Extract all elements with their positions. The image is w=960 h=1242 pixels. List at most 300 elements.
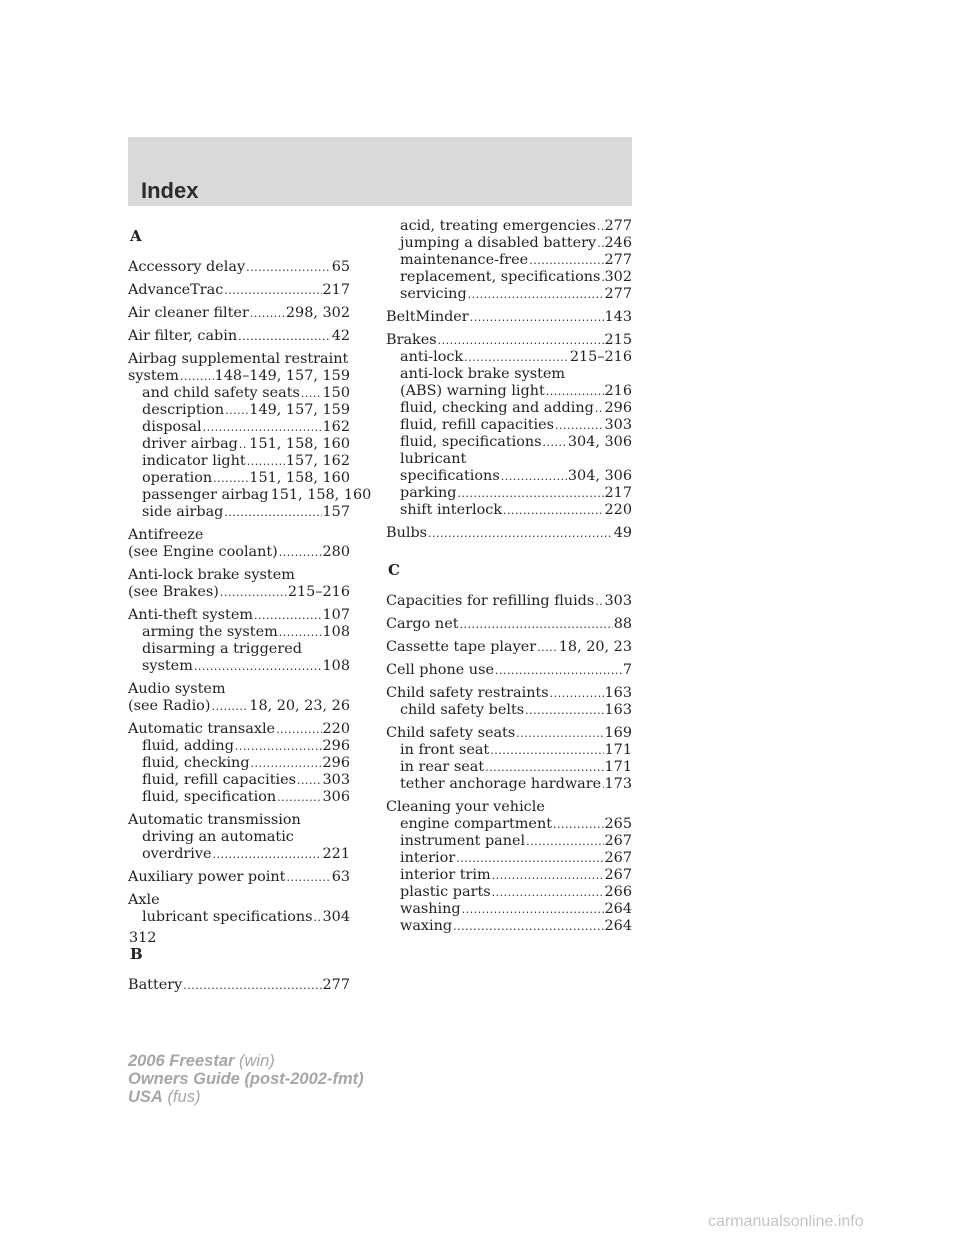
index-subentry-line [386, 901, 632, 918]
entry-term: Brakes [386, 332, 437, 348]
entry-term: Antifreeze [128, 527, 204, 543]
entry-term: plastic parts [400, 884, 491, 900]
index-entry [128, 567, 350, 601]
index-entry-line [386, 616, 632, 633]
entry-page-ref: 163 [604, 702, 632, 718]
entry-page-ref: 108 [322, 658, 350, 674]
dot-leader [597, 218, 604, 235]
index-subentry-line [128, 829, 350, 846]
entry-term: maintenance-free [400, 252, 529, 268]
entry-term: (see Radio) [128, 698, 211, 714]
dot-leader [550, 685, 604, 702]
index-subentry-line [128, 504, 350, 521]
index-entry-line [128, 607, 350, 624]
entry-page-ref: 304, 306 [567, 468, 632, 484]
dot-leader [247, 453, 285, 470]
entry-page-ref: 63 [331, 869, 350, 885]
dot-leader [602, 776, 603, 793]
entry-term: BeltMinder [386, 309, 469, 325]
index-subentry-line [386, 400, 632, 417]
entry-page-ref: 266 [604, 884, 632, 900]
index-subentry-line [128, 624, 350, 641]
entry-page-ref: 267 [604, 867, 632, 883]
index-entry-line [128, 681, 350, 698]
entry-page-ref: 277 [604, 218, 632, 234]
entry-page-ref: 217 [322, 282, 350, 298]
dot-leader [490, 742, 603, 759]
entry-page-ref: 296 [322, 755, 350, 771]
entry-term: tether anchorage hardware [400, 776, 602, 792]
entry-term: overdrive [142, 846, 212, 862]
index-subentry-line [128, 487, 372, 504]
index-entry [128, 305, 350, 322]
dot-leader [246, 259, 331, 276]
index-entry-line [386, 799, 632, 816]
entry-term: Child safety restraints [386, 685, 549, 701]
index-entry [386, 218, 632, 303]
entry-term: Capacities for refilling fluids [386, 593, 595, 609]
entry-page-ref: 216 [604, 383, 632, 399]
entry-term: system [128, 368, 179, 384]
index-entry [128, 977, 350, 994]
index-entry-line [386, 525, 632, 542]
entry-term: Air cleaner filter [128, 305, 249, 321]
index-entry [386, 725, 632, 793]
index-subentry-line [128, 470, 350, 487]
dot-leader [492, 884, 604, 901]
index-entry-line [128, 892, 350, 909]
entry-term: Axle [128, 892, 160, 908]
entry-page-ref: 217 [604, 485, 632, 501]
entry-page-ref: 303 [604, 417, 632, 433]
entry-term: lubricant specifications [142, 909, 313, 925]
entry-term: replacement, specifications [400, 269, 601, 285]
index-subentry-line [386, 417, 632, 434]
entry-term: fluid, specifications [400, 434, 542, 450]
index-subentry-line [386, 218, 632, 235]
index-subentry-line [128, 755, 350, 772]
entry-term: AdvanceTrac [128, 282, 224, 298]
index-entry [128, 721, 350, 806]
entry-term: fluid, refill capacities [142, 772, 296, 788]
entry-page-ref: 150 [322, 385, 350, 401]
entry-term: fluid, checking [142, 755, 250, 771]
footer-line-region: USA (fus) [128, 1088, 201, 1106]
entry-page-ref: 151, 158, 160 [249, 436, 350, 452]
entry-term: instrument panel [400, 833, 526, 849]
dot-leader [277, 789, 321, 806]
entry-term: driver airbag [142, 436, 238, 452]
entry-term: anti-lock [400, 349, 464, 365]
index-subentry-line [128, 419, 350, 436]
dot-leader [468, 286, 604, 303]
entry-term: (ABS) warning light [400, 383, 545, 399]
dot-leader [183, 977, 321, 994]
entry-term: Bulbs [386, 525, 428, 541]
index-entry-line [386, 662, 632, 679]
index-entry [128, 607, 350, 675]
entry-term: Anti-theft system [128, 607, 254, 623]
entry-page-ref: 220 [322, 721, 350, 737]
entry-page-ref: 304 [322, 909, 350, 925]
dot-leader [211, 698, 248, 715]
entry-page-ref: 298, 302 [285, 305, 350, 321]
dot-leader [438, 332, 604, 349]
index-subentry-line [128, 789, 350, 806]
entry-page-ref: 304, 306 [567, 434, 632, 450]
entry-page-ref: 148–149, 157, 159 [214, 368, 350, 384]
index-entry-line [128, 721, 350, 738]
entry-term: waxing [400, 918, 453, 934]
entry-page-ref: 162 [322, 419, 350, 435]
entry-page-ref: 173 [604, 776, 632, 792]
entry-term: disarming a triggered [142, 641, 302, 657]
index-entry [128, 869, 350, 886]
index-subentry-line [386, 485, 632, 502]
entry-page-ref: 151, 158, 160 [249, 470, 350, 486]
index-entry [386, 593, 632, 610]
index-entry-line [128, 259, 350, 276]
entry-term: Battery [128, 977, 183, 993]
index-entry-line [128, 305, 350, 322]
entry-term: parking [400, 485, 457, 501]
footer-imprint [128, 1052, 364, 1106]
dot-leader [203, 419, 322, 436]
index-entry [386, 685, 632, 719]
entry-term: in rear seat [400, 759, 485, 775]
dot-leader [470, 309, 604, 326]
entry-term: disposal [142, 419, 202, 435]
entry-page-ref: 277 [604, 286, 632, 302]
index-entry [128, 259, 350, 276]
index-entry-line [128, 869, 350, 886]
entry-page-ref: 296 [604, 400, 632, 416]
index-subentry-line [386, 850, 632, 867]
index-entry-line [386, 332, 632, 349]
dot-leader [546, 383, 604, 400]
entry-term: servicing [400, 286, 467, 302]
entry-page-ref: 157 [322, 504, 350, 520]
index-subentry-line [386, 269, 632, 286]
entry-term: engine compartment [400, 816, 552, 832]
index-subentry-line [128, 909, 350, 926]
dot-leader [180, 368, 214, 385]
entry-term: interior [400, 850, 456, 866]
entry-term: fluid, specification [142, 789, 277, 805]
index-entry [128, 892, 350, 926]
dot-leader [555, 417, 604, 434]
index-entry [386, 309, 632, 326]
entry-page-ref: 169 [604, 725, 632, 741]
index-subentry-line [386, 235, 632, 252]
dot-leader [276, 721, 321, 738]
entry-term: interior trim [400, 867, 491, 883]
index-entry [128, 282, 350, 299]
entry-term: and child safety seats [142, 385, 300, 401]
entry-term: child safety belts [400, 702, 525, 718]
entry-page-ref: 277 [322, 977, 350, 993]
dot-leader [238, 328, 331, 345]
index-entry-line [128, 544, 350, 561]
entry-term: Cleaning your vehicle [386, 799, 545, 815]
index-subentry-line [386, 742, 632, 759]
index-subentry-line [386, 383, 632, 400]
index-subentry-line [386, 884, 632, 901]
index-entry [128, 812, 350, 863]
index-subentry-line [386, 468, 632, 485]
index-column-right [386, 218, 632, 941]
index-entry-line [128, 368, 350, 385]
dot-leader [464, 349, 569, 366]
dot-leader [485, 759, 603, 776]
entry-page-ref: 157, 162 [285, 453, 350, 469]
section-letter: C [388, 561, 400, 579]
entry-page-ref: 306 [322, 789, 350, 805]
index-subentry-line [386, 918, 632, 935]
entry-term: Air filter, cabin [128, 328, 238, 344]
index-subentry-line [386, 833, 632, 850]
entry-term: acid, treating emergencies [400, 218, 596, 234]
index-subentry-line [386, 502, 632, 519]
dot-leader [529, 252, 603, 269]
index-entry-line [128, 351, 350, 368]
dot-leader [595, 593, 603, 610]
index-subentry-line [128, 385, 350, 402]
entry-page-ref: 107 [322, 607, 350, 623]
entry-page-ref: 280 [322, 544, 350, 560]
entry-term: specifications [400, 468, 500, 484]
dot-leader [495, 662, 622, 679]
entry-page-ref: 18, 20, 23, 26 [249, 698, 350, 714]
footer-line-model: 2006 Freestar (win) [128, 1052, 275, 1070]
dot-leader [314, 909, 322, 926]
index-entry-line [386, 593, 632, 610]
index-subentry-line [386, 434, 632, 451]
section-letter: B [130, 945, 143, 963]
index-subentry-line [128, 846, 350, 863]
index-column-left [128, 222, 372, 1000]
dot-leader [601, 269, 603, 286]
dot-leader [595, 400, 604, 417]
entry-term: washing [400, 901, 461, 917]
entry-page-ref: 143 [604, 309, 632, 325]
dot-leader [428, 525, 613, 542]
index-subentry-line [386, 349, 632, 366]
entry-page-ref: 267 [604, 833, 632, 849]
dot-leader [525, 702, 603, 719]
entry-term: Airbag supplemental restraint [128, 351, 349, 367]
index-subentry-line [128, 402, 350, 419]
entry-page-ref: 296 [322, 738, 350, 754]
index-entry [128, 681, 350, 715]
entry-term: passenger airbag [142, 487, 269, 503]
entry-page-ref: 7 [622, 662, 632, 678]
entry-term: shift interlock [400, 502, 503, 518]
index-entry [386, 332, 632, 519]
index-entry-line [386, 725, 632, 742]
entry-term: (see Engine coolant) [128, 544, 278, 560]
entry-term: fluid, refill capacities [400, 417, 554, 433]
entry-term: (see Brakes) [128, 584, 219, 600]
index-entry-line [128, 567, 350, 584]
entry-term: Cell phone use [386, 662, 494, 678]
index-entry-line [128, 584, 350, 601]
entry-page-ref: 215 [604, 332, 632, 348]
entry-page-ref: 65 [331, 259, 350, 275]
entry-term: Audio system [128, 681, 226, 697]
entry-term: lubricant [400, 451, 467, 467]
entry-page-ref: 246 [604, 235, 632, 251]
index-entry-line [386, 639, 632, 656]
index-entry-line [386, 685, 632, 702]
index-subentry-line [386, 759, 632, 776]
index-subentry-line [128, 738, 350, 755]
entry-page-ref: 267 [604, 850, 632, 866]
index-entry [386, 799, 632, 935]
page-title: Index [141, 178, 199, 203]
entry-term: driving an automatic [142, 829, 294, 845]
entry-page-ref: 108 [322, 624, 350, 640]
dot-leader [254, 607, 322, 624]
index-subentry-line [128, 658, 350, 675]
dot-leader [213, 846, 322, 863]
dot-leader [301, 385, 322, 402]
dot-leader [597, 235, 603, 252]
dot-leader [286, 869, 330, 886]
watermark-link[interactable]: carmanualsonline.info [708, 1213, 864, 1230]
entry-term: Auxiliary power point [128, 869, 286, 885]
footer-line-guide: Owners Guide (post-2002-fmt) [128, 1070, 364, 1088]
entry-page-ref: 49 [613, 525, 632, 541]
entry-term: indicator light [142, 453, 246, 469]
entry-term: anti-lock brake system [400, 366, 566, 382]
entry-page-ref: 149, 157, 159 [249, 402, 350, 418]
entry-page-ref: 171 [604, 742, 632, 758]
index-entry [128, 527, 350, 561]
entry-term: Child safety seats [386, 725, 516, 741]
dot-leader [543, 434, 567, 451]
index-subentry-line [386, 702, 632, 719]
dot-leader [503, 502, 603, 519]
entry-term: arming the system [142, 624, 278, 640]
entry-page-ref: 303 [322, 772, 350, 788]
index-subentry-line [386, 286, 632, 303]
entry-term: fluid, checking and adding [400, 400, 594, 416]
index-subentry-line [128, 772, 350, 789]
entry-term: Automatic transmission [128, 812, 301, 828]
entry-page-ref: 277 [604, 252, 632, 268]
entry-page-ref: 302 [604, 269, 632, 285]
index-entry [128, 351, 372, 521]
entry-page-ref: 265 [604, 816, 632, 832]
dot-leader [526, 833, 603, 850]
dot-leader [456, 850, 603, 867]
entry-term: fluid, adding [142, 738, 234, 754]
entry-term: Cassette tape player [386, 639, 537, 655]
entry-term: Accessory delay [128, 259, 246, 275]
index-entry-line [128, 282, 350, 299]
dot-leader [462, 901, 604, 918]
entry-term: jumping a disabled battery [400, 235, 597, 251]
index-subentry-line [128, 453, 350, 470]
index-subentry-line [128, 436, 350, 453]
dot-leader [220, 584, 287, 601]
header-band [128, 137, 632, 206]
index-subentry-line [128, 641, 350, 658]
entry-page-ref: 303 [604, 593, 632, 609]
dot-leader [279, 624, 322, 641]
index-entry-line [128, 977, 350, 994]
index-entry [386, 616, 632, 633]
entry-term: Anti-lock brake system [128, 567, 295, 583]
dot-leader [453, 918, 603, 935]
entry-page-ref: 221 [322, 846, 350, 862]
entry-term: in front seat [400, 742, 490, 758]
entry-term: Automatic transaxle [128, 721, 276, 737]
entry-page-ref: 220 [604, 502, 632, 518]
entry-term: side airbag [142, 504, 224, 520]
dot-leader [457, 485, 603, 502]
entry-page-ref: 88 [613, 616, 632, 632]
index-entry [128, 328, 350, 345]
index-entry-line [128, 812, 350, 829]
index-entry [386, 639, 632, 656]
entry-page-ref: 171 [604, 759, 632, 775]
index-entry-line [386, 309, 632, 326]
entry-page-ref: 42 [331, 328, 350, 344]
entry-page-ref: 264 [604, 918, 632, 934]
dot-leader [224, 504, 321, 521]
index-entry-line [128, 698, 350, 715]
dot-leader [553, 816, 604, 833]
index-entry-line [128, 328, 350, 345]
index-entry-line [128, 527, 350, 544]
dot-leader [194, 658, 322, 675]
entry-page-ref: 151, 158, 160 [270, 487, 372, 503]
dot-leader [516, 725, 603, 742]
dot-leader [250, 305, 285, 322]
entry-page-ref: 163 [604, 685, 632, 701]
dot-leader [239, 436, 248, 453]
index-subentry-line [386, 867, 632, 884]
section-letter: A [130, 227, 142, 245]
index-subentry-line [386, 816, 632, 833]
index-subentry-line [386, 776, 632, 793]
page-number: 312 [129, 930, 157, 946]
entry-term: description [142, 402, 225, 418]
dot-leader [492, 867, 604, 884]
entry-term: operation [142, 470, 213, 486]
dot-leader [460, 616, 613, 633]
index-entry [386, 525, 632, 542]
dot-leader [501, 468, 567, 485]
dot-leader [235, 738, 322, 755]
entry-page-ref: 18, 20, 23 [558, 639, 632, 655]
index-subentry-line [386, 252, 632, 269]
entry-page-ref: 264 [604, 901, 632, 917]
dot-leader [297, 772, 322, 789]
dot-leader [213, 470, 248, 487]
entry-term: system [142, 658, 193, 674]
index-entry [386, 662, 632, 679]
index-subentry-line [386, 366, 632, 383]
dot-leader [537, 639, 558, 656]
dot-leader [251, 755, 322, 772]
dot-leader [224, 282, 321, 299]
entry-page-ref: 215–216 [569, 349, 632, 365]
entry-page-ref: 215–216 [287, 584, 350, 600]
entry-term: Cargo net [386, 616, 459, 632]
